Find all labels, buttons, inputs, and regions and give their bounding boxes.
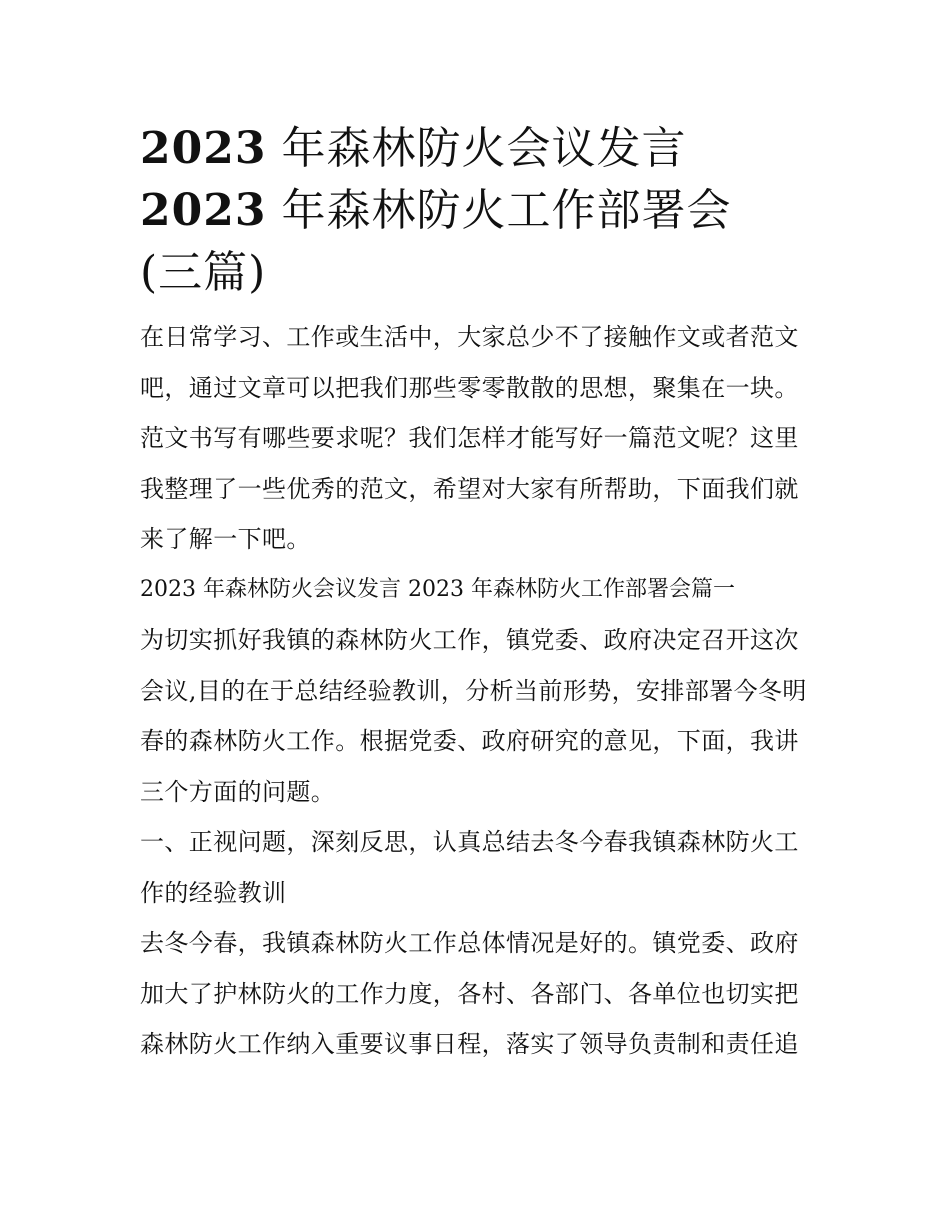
- title-year: 2023: [140, 185, 267, 236]
- body-paragraph: 为切实抓好我镇的森林防火工作，镇党委、政府决定召开这次会议,目的在于总结经验教训，分析当前形势，安排部署今冬明春的森林防火工作。根据党委、政府研究的意见，下面，我讲三个方面的问题。: [140, 626, 807, 806]
- document-page: [140, 118, 812, 1070]
- section-heading: 2023 年森林防火会议发言 2023 年森林防火工作部署会篇一: [140, 576, 735, 602]
- title-line-3: (三篇): [140, 247, 267, 298]
- title-line-2: [140, 180, 812, 242]
- point-heading: 一、正视问题，深刻反思，认真总结去冬今春我镇森林防火工作的经验教训: [140, 828, 799, 907]
- document-body: [140, 312, 812, 1070]
- intro-paragraph: 在日常学习、工作或生活中，大家总少不了接触作文或者范文吧，通过文章可以把我们那些零零散散的思想，聚集在一块。范文书写有哪些要求呢？我们怎样才能写好一篇范文呢？这里我整理了一些优秀的范文，希望对大家有所帮助，下面我们就来了解一下吧。: [140, 323, 799, 553]
- title-year: 2023: [140, 123, 267, 174]
- title-text: 年森林防火工作部署会: [281, 185, 732, 236]
- body-paragraph: 去冬今春，我镇森林防火工作总体情况是好的。镇党委、政府加大了护林防火的工作力度，各村、各部门、各单位也切实把森林防火工作纳入重要议事日程，落实了领导负责制和责任追: [140, 929, 799, 1058]
- document-title: [140, 118, 812, 304]
- title-text: 年森林防火会议发言: [281, 123, 687, 174]
- title-line-1: [140, 118, 812, 180]
